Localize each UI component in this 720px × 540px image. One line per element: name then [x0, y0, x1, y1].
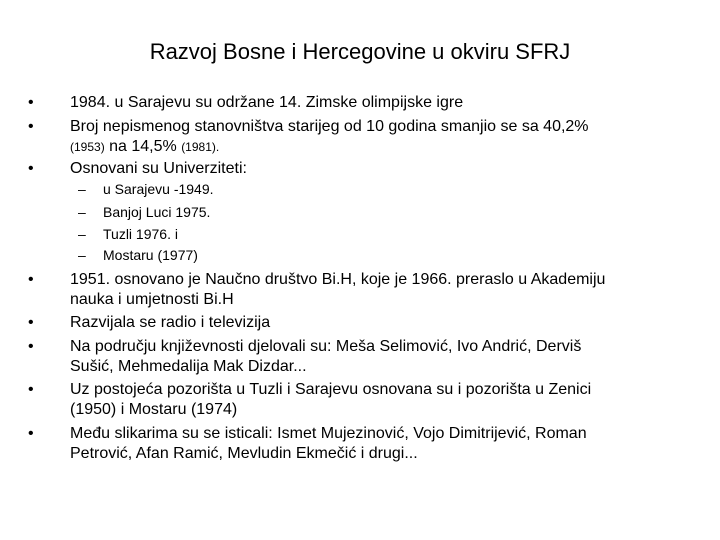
- subitem-4-marker: –: [78, 247, 86, 263]
- subitem-2-text: Banjoj Luci 1975.: [103, 204, 211, 220]
- subitem-1-text: u Sarajevu -1949.: [103, 181, 214, 197]
- bullet-2-year-b: (1981).: [181, 140, 220, 154]
- subitem-4-text: Mostaru (1977): [103, 247, 198, 263]
- bullet-6-line2: Sušić, Mehmedalija Mak Dizdar...: [70, 358, 307, 375]
- bullet-7-marker: •: [28, 381, 34, 398]
- bullet-4-marker: •: [28, 271, 34, 288]
- bullet-7-line1: Uz postojeća pozorišta u Tuzli i Sarajevu osnovana su i pozorišta u Zenici: [70, 381, 592, 398]
- bullet-8-line1: Među slikarima su se isticali: Ismet Mujezinović, Vojo Dimitrijević, Roman: [70, 425, 587, 442]
- slide-title: Razvoj Bosne i Hercegovine u okviru SFRJ: [149, 39, 571, 64]
- bullet-6-marker: •: [28, 338, 34, 355]
- bullet-5-marker: •: [28, 314, 34, 331]
- bullet-1-text: 1984. u Sarajevu su održane 14. Zimske olimpijske igre: [70, 94, 464, 111]
- subitem-1-marker: –: [78, 181, 86, 197]
- bullet-4-line2: nauka i umjetnosti Bi.H: [70, 291, 234, 308]
- subitem-3-marker: –: [78, 226, 86, 242]
- bullet-7-line2: (1950) i Mostaru (1974): [70, 401, 238, 418]
- bullet-4-line1: 1951. osnovano je Naučno društvo Bi.H, koje je 1966. preraslo u Akademiju: [70, 271, 606, 288]
- bullet-6-line1: Na području književnosti djelovali su: Meša Selimović, Ivo Andrić, Derviš: [70, 338, 582, 355]
- bullet-3-text: Osnovani su Univerziteti:: [70, 160, 247, 177]
- bullet-2-mid: na 14,5%: [104, 138, 182, 155]
- bullet-1-marker: •: [28, 94, 34, 111]
- bullet-2-text: Broj nepismenog stanovništva starijeg od 10 godina smanjio se sa 40,2%: [70, 118, 589, 135]
- bullet-2-line2: [70, 137, 700, 157]
- bullet-8-marker: •: [28, 425, 34, 442]
- bullet-3-marker: •: [28, 160, 34, 177]
- bullet-8-line2: Petrović, Afan Ramić, Mevludin Ekmečić i drugi...: [70, 445, 418, 462]
- bullet-2-year-a: (1953): [70, 140, 105, 154]
- subitem-3-text: Tuzli 1976. i: [103, 226, 178, 242]
- bullet-5-text: Razvijala se radio i televizija: [70, 314, 271, 331]
- subitem-2-marker: –: [78, 204, 86, 220]
- bullet-2-marker: •: [28, 118, 34, 135]
